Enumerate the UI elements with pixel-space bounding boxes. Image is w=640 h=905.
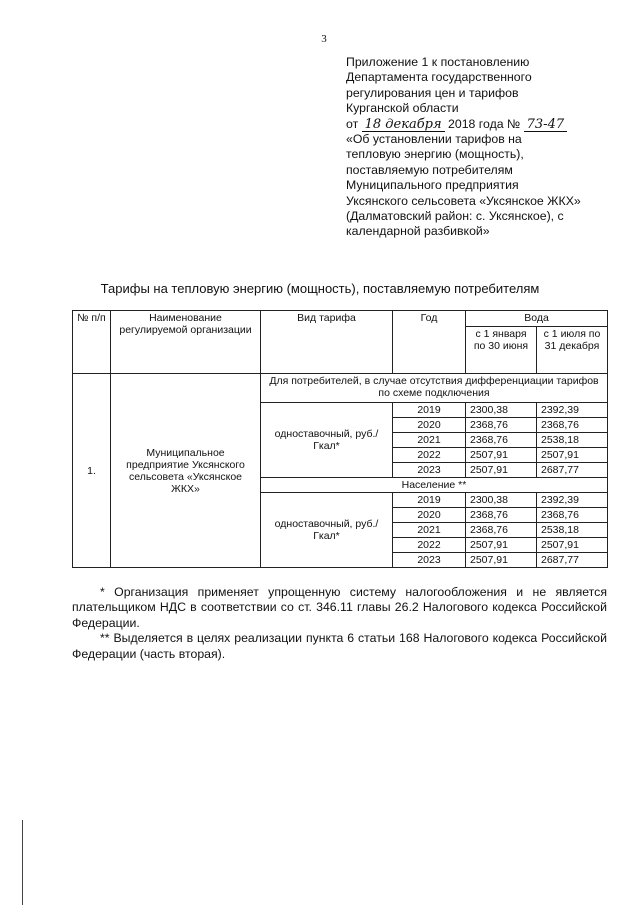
footnote-vat: * Организация применяет упрощенную систему налогообложения и не является плательщиком НДС в соответствии со ст. 346.11 главы 26.2 Налогового кодекса Российской Федерации.	[72, 585, 607, 630]
handwritten-number: 73-47	[524, 119, 567, 132]
tariff-table	[72, 310, 608, 568]
value-cell: 2507,91	[537, 448, 608, 463]
value-cell: 2300,38	[466, 493, 537, 508]
value-cell: 2687,77	[537, 463, 608, 478]
footnotes	[72, 585, 607, 662]
value-cell: 2507,91	[466, 538, 537, 553]
tariff-type: одноставочный, руб./Гкал*	[261, 403, 393, 478]
header-water: Вода	[466, 311, 608, 327]
appendix-subject-line: Уксянского сельсовета «Уксянское ЖКХ»	[346, 193, 581, 208]
value-cell: 2368,76	[466, 418, 537, 433]
value-cell: 2368,76	[466, 433, 537, 448]
value-cell: 2392,39	[537, 403, 608, 418]
value-cell: 2507,91	[466, 448, 537, 463]
value-cell: 2507,91	[537, 538, 608, 553]
tariff-type: одноставочный, руб./Гкал*	[261, 493, 393, 568]
value-cell: 2368,76	[537, 418, 608, 433]
appendix-line: Приложение 1 к постановлению	[346, 55, 530, 69]
group-label: Население **	[261, 478, 608, 493]
footnote-population: ** Выделяется в целях реализации пункта 6 статьи 168 Налогового кодекса Российской Федерации (часть вторая).	[72, 631, 607, 661]
year-cell: 2023	[393, 553, 466, 568]
scan-margin-line	[22, 820, 23, 905]
handwritten-date: 18 декабря	[362, 119, 445, 132]
row-number: 1.	[73, 374, 111, 568]
header-half1: с 1 января по 30 июня	[466, 327, 537, 374]
appendix-subject-line: тепловую энергию (мощность),	[346, 147, 524, 162]
header-tariff-type: Вид тарифа	[261, 311, 393, 374]
group-label: Для потребителей, в случае отсутствия дифференциации тарифов по схеме подключения	[261, 374, 608, 403]
year-cell: 2020	[393, 508, 466, 523]
appendix-line: Департамента государственного	[346, 70, 532, 85]
value-cell: 2392,39	[537, 493, 608, 508]
year-cell: 2019	[393, 403, 466, 418]
value-cell: 2507,91	[466, 553, 537, 568]
appendix-line: Курганской области	[346, 101, 459, 116]
year-cell: 2023	[393, 463, 466, 478]
appendix-header	[346, 55, 616, 240]
value-cell: 2538,18	[537, 433, 608, 448]
appendix-line: регулирования цен и тарифов	[346, 85, 519, 100]
year-cell: 2022	[393, 448, 466, 463]
appendix-subject-line: календарной разбивкой»	[346, 224, 490, 239]
appendix-subject-line: (Далматовский район: с. Уксянское), с	[346, 209, 564, 224]
header-half2: с 1 июля по 31 декабря	[537, 327, 608, 374]
value-cell: 2687,77	[537, 553, 608, 568]
year-cell: 2020	[393, 418, 466, 433]
appendix-subject-line: Муниципального предприятия	[346, 178, 519, 193]
value-cell: 2507,91	[466, 463, 537, 478]
header-org: Наименование регулируемой организации	[111, 311, 261, 374]
value-cell: 2368,76	[466, 508, 537, 523]
page-number: 3	[321, 33, 327, 45]
year-cell: 2021	[393, 523, 466, 538]
value-cell: 2368,76	[466, 523, 537, 538]
group-label-row	[73, 374, 608, 403]
document-title: Тарифы на тепловую энергию (мощность), поставляемую потребителям	[100, 281, 540, 296]
appendix-subject-line: «Об установлении тарифов на	[346, 132, 522, 147]
from-label: от	[346, 116, 359, 131]
table-header-row	[73, 311, 608, 327]
value-cell: 2368,76	[537, 508, 608, 523]
year-cell: 2019	[393, 493, 466, 508]
year-cell: 2022	[393, 538, 466, 553]
appendix-subject-line: поставляемую потребителям	[346, 162, 513, 177]
value-cell: 2300,38	[466, 403, 537, 418]
header-year: Год	[393, 311, 466, 374]
year-cell: 2021	[393, 433, 466, 448]
year-text: 2018 года №	[448, 116, 521, 131]
value-cell: 2538,18	[537, 523, 608, 538]
appendix-date-line	[346, 117, 616, 132]
header-num: № п/п	[73, 311, 111, 374]
org-name: Муниципальное предприятие Уксянского сельсовета «Уксянское ЖКХ»	[111, 374, 261, 568]
